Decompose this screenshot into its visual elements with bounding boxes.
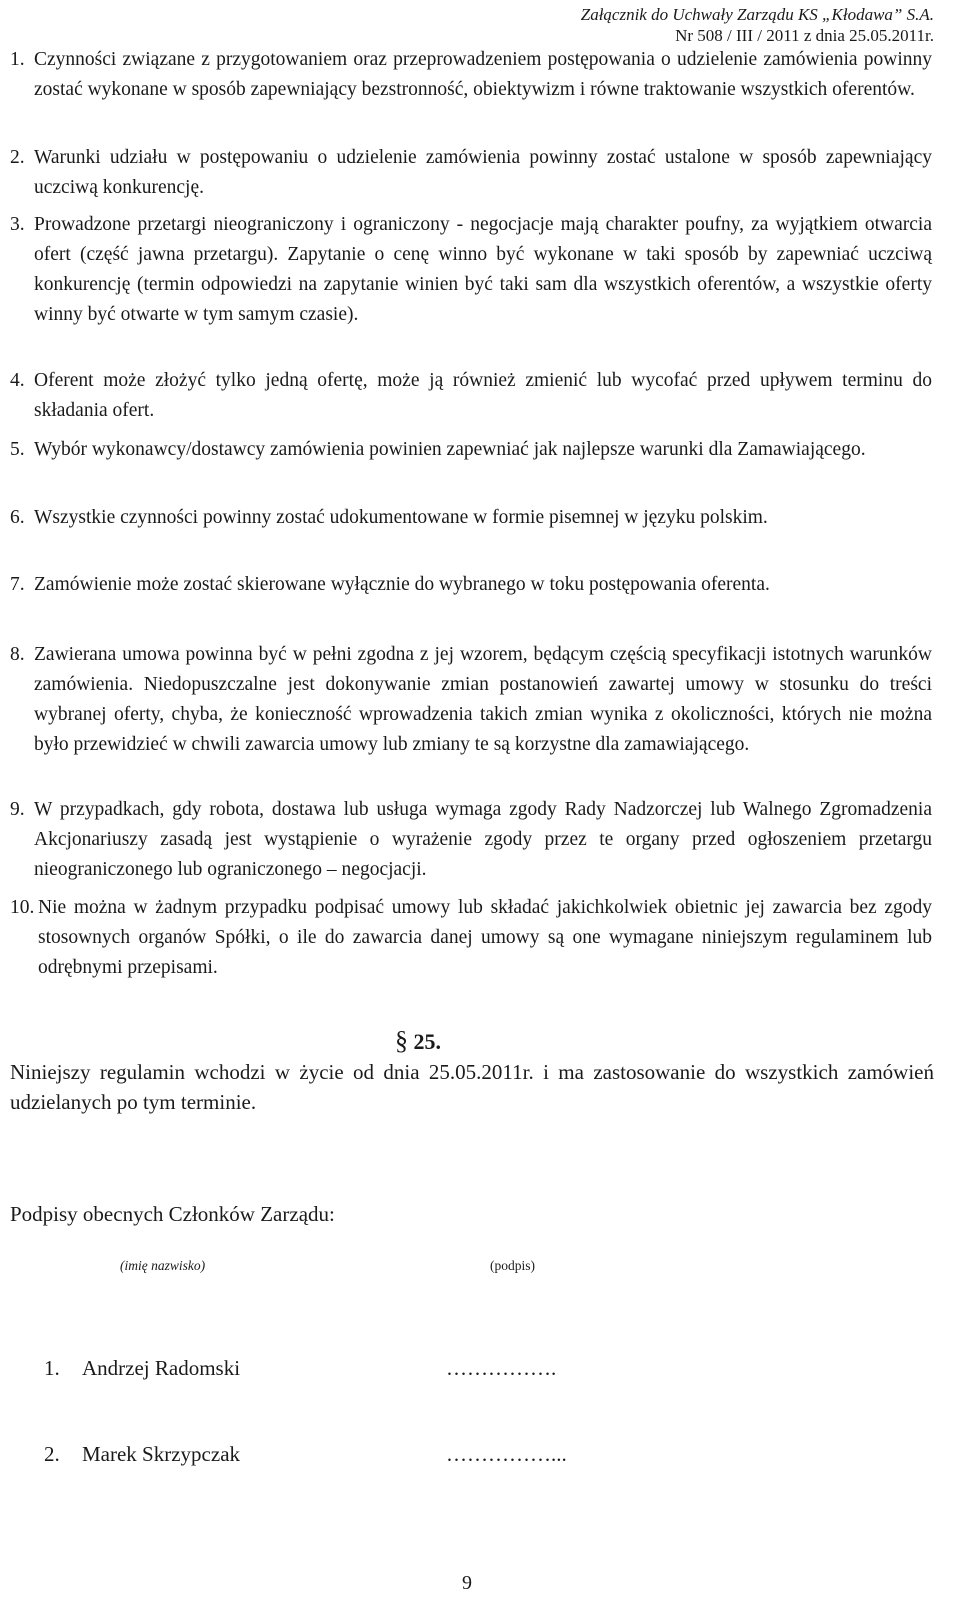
signature-row-number: 1.: [44, 1356, 60, 1380]
list-item-number: 8.: [10, 644, 25, 665]
signature-row-name: Andrzej Radomski: [82, 1356, 241, 1380]
list-item: [10, 143, 932, 203]
section-symbol: §: [395, 1026, 408, 1055]
page-number: 9: [462, 1572, 472, 1594]
list-item-text: Oferent może złożyć tylko jedną ofertę, może ją również zmienić lub wycofać przed upływem terminu do składania ofert.: [34, 370, 932, 421]
list-item: [10, 795, 932, 885]
list-item-text: W przypadkach, gdy robota, dostawa lub usługa wymaga zgody Rady Nadzorczej lub Walnego Zgromadzenia Akcjonariuszy zasadą jest wystąpienie o wyrażenie zgody przez te organy przed ogłoszeniem przetargu nieograniczonego lub ograniczonego – negocjacji.: [34, 799, 932, 880]
header-attachment-title: Załącznik do Uchwały Zarządu KS „Kłodawa” S.A.: [580, 5, 934, 24]
signatures-heading: Podpisy obecnych Członków Zarządu:: [10, 1202, 335, 1226]
list-item-number: 6.: [10, 507, 25, 528]
list-item-text: Zamówienie może zostać skierowane wyłącznie do wybranego w toku postępowania oferenta.: [34, 574, 770, 595]
list-item: [10, 640, 932, 760]
list-item-number: 7.: [10, 574, 25, 595]
list-item-number: 1.: [10, 49, 25, 70]
document-header: [581, 4, 934, 46]
list-item-number: 5.: [10, 439, 25, 460]
list-item-text: Warunki udziału w postępowaniu o udzielenie zamówienia powinny zostać ustalone w sposób zapewniający uczciwą konkurencję.: [34, 147, 932, 198]
list-item: [10, 366, 932, 426]
list-item: [10, 210, 932, 330]
list-item-number: 3.: [10, 214, 25, 235]
list-item-text: Zawierana umowa powinna być w pełni zgodna z jej wzorem, będącym częścią specyfikacji istotnych warunków zamówienia. Niedopuszczalne jest dokonywanie zmian postanowień zawartej umowy w stosunku do treści wybranej oferty, chyba, że konieczność wprowadzenia takich zmian wynika z okoliczności, których nie można było przewidzieć w chwili zawarcia umowy lub zmiany te są korzystne dla zamawiającego.: [34, 644, 932, 755]
list-item-text: Czynności związane z przygotowaniem oraz przeprowadzeniem postępowania o udzielenie zamówienia powinny zostać wykonane w sposób zapewniający bezstronność, obiektywizm i równe traktowanie wszystkich oferentów.: [34, 49, 932, 100]
list-item: [10, 893, 932, 983]
signature-line: …………….: [446, 1356, 557, 1380]
name-column-label: (imię nazwisko): [120, 1258, 206, 1273]
list-item-number: 2.: [10, 147, 25, 168]
list-item-number: 4.: [10, 370, 25, 391]
list-item: [10, 435, 932, 465]
list-item-text: Wszystkie czynności powinny zostać udokumentowane w formie pisemnej w języku polskim.: [34, 507, 768, 528]
header-resolution-number: Nr 508 / III / 2011 z dnia 25.05.2011r.: [675, 26, 934, 45]
section-heading: [395, 1026, 441, 1056]
list-item: [10, 570, 932, 600]
signature-row-name: Marek Skrzypczak: [82, 1442, 241, 1466]
signature-row: [0, 1356, 960, 1386]
signature-row: [0, 1442, 960, 1472]
list-item-text: Wybór wykonawcy/dostawcy zamówienia powinien zapewniać jak najlepsze warunki dla Zamawiającego.: [34, 439, 866, 460]
signature-line: ……………...: [446, 1442, 567, 1466]
list-item-number: 9.: [10, 799, 25, 820]
list-item: [10, 503, 932, 533]
section-text: Niniejszy regulamin wchodzi w życie od dnia 25.05.2011r. i ma zastosowanie do wszystkich zamówień udzielanych po tym terminie.: [10, 1060, 934, 1114]
list-item-number: 10.: [10, 897, 35, 918]
signature-row-number: 2.: [44, 1442, 60, 1466]
section-number: 25.: [413, 1029, 441, 1054]
list-item: [10, 45, 932, 105]
list-item-text: Prowadzone przetargi nieograniczony i ograniczony - negocjacje mają charakter poufny, za wyjątkiem otwarcia ofert (część jawna przetargu). Zapytanie o cenę winno być wykonane w taki sposób by zapewniać uczciwą konkurencję (termin odpowiedzi na zapytanie winien być taki sam dla wszystkich oferentów, a wszystkie oferty winny być otwarte w tym samym czasie).: [34, 214, 932, 325]
signature-column-label: (podpis): [490, 1258, 535, 1273]
list-item-text: Nie można w żadnym przypadku podpisać umowy lub składać jakichkolwiek obietnic jej zawarcia bez zgody stosownych organów Spółki, o ile do zawarcia danej umowy są one wymagane niniejszym regulaminem lub odrębnymi przepisami.: [38, 897, 932, 978]
